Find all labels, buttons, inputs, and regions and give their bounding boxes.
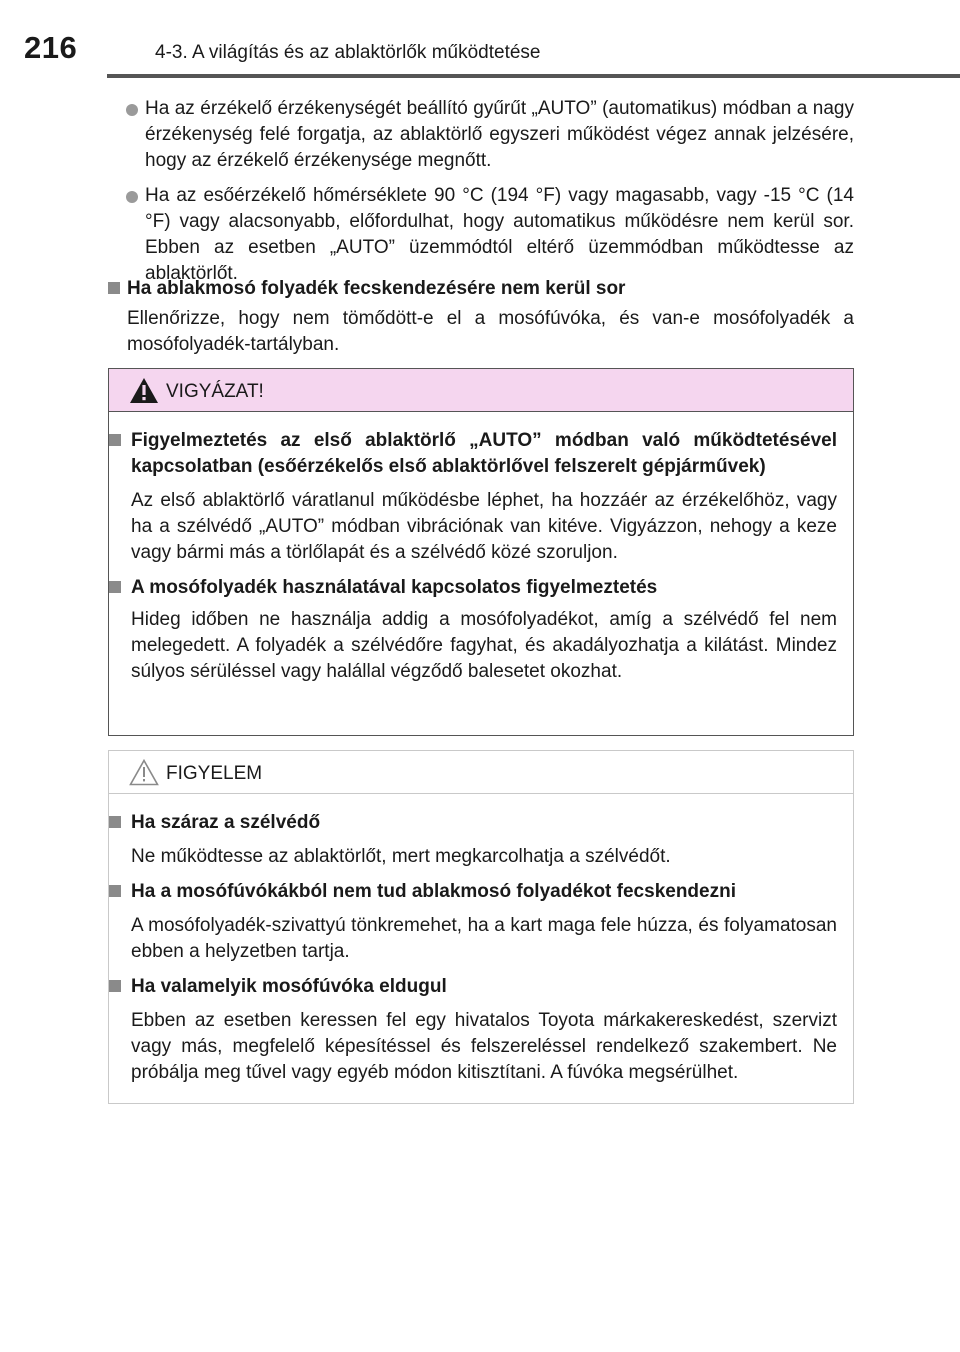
square-bullet-icon	[108, 282, 120, 294]
section-body: Ne működtesse az ablaktörlőt, mert megkarcolhatja a szélvédőt.	[131, 846, 671, 867]
caution-body	[109, 412, 853, 685]
section-body: Ebben az esetben keressen fel egy hivatalos Toyota márkakereskedést, szervizt vagy más, megfelelő képesítéssel és felszereléssel rendelkező szakembert. Ne próbálja meg tűvel vagy egyéb módon kitisztítani. A fúvóka megsérülhet.	[131, 1010, 837, 1083]
section-heading	[109, 810, 837, 836]
section-body: Ellenőrizze, hogy nem tömődött-e el a mosófúvóka, és van-e mosófolyadék a mosófolyadék-tartályban.	[127, 308, 854, 355]
square-bullet-icon	[109, 434, 121, 446]
square-bullet-icon	[109, 885, 121, 897]
section-heading	[109, 575, 837, 601]
notice-body	[109, 794, 853, 1086]
section-heading-text: Ha ablakmosó folyadék fecskendezésére nem kerül sor	[127, 278, 626, 299]
section-heading-text: Figyelmeztetés az első ablaktörlő „AUTO” módban való működtetésével kapcsolatban (esőérzékelős első ablaktörlővel felszerelt gépjárművek)	[131, 430, 837, 477]
bullet-dot-icon	[126, 191, 138, 203]
notice-section	[131, 974, 837, 1086]
caution-header	[109, 369, 853, 412]
section-heading-text: Ha a mosófúvókákból nem tud ablakmosó folyadékot fecskendezni	[131, 881, 736, 902]
notice-box	[108, 750, 854, 1104]
warning-triangle-outline-icon	[129, 759, 159, 786]
notice-section	[131, 879, 837, 965]
section-body: A mosófolyadék-szivattyú tönkremehet, ha a kart maga fele húzza, és folyamatosan ebben a helyzetben tartja.	[131, 915, 837, 962]
caution-box	[108, 368, 854, 736]
notice-label: FIGYELEM	[166, 763, 263, 784]
caution-label: VIGYÁZAT!	[166, 381, 264, 402]
notice-section	[131, 810, 837, 870]
section-heading-text: A mosófolyadék használatával kapcsolatos figyelmeztetés	[131, 577, 658, 598]
page-number: 216	[24, 30, 78, 65]
intro-content	[126, 96, 854, 297]
header-rule	[107, 74, 960, 78]
section-heading-text: Ha valamelyik mosófúvóka eldugul	[131, 976, 447, 997]
square-bullet-icon	[109, 581, 121, 593]
section-body: Hideg időben ne használja addig a mosófolyadékot, amíg a szélvédő fel nem melegedett. A folyadék a szélvédőre fagyhat, és akadályozhatja a kilátást. Mindez súlyos sérüléssel vagy halállal végződő balesetet okozhat.	[131, 609, 837, 682]
bullet-text: Ha az esőérzékelő hőmérséklete 90 °C (194 °F) vagy magasabb, vagy -15 °C (14 °F) vagy alacsonyabb, előfordulhat, hogy automatikus működésre nem kerül sor. Ebben az esetben „AUTO” üzemmódtól eltérő üzemmódban működtesse az ablaktörlőt.	[145, 185, 854, 284]
caution-section	[131, 575, 837, 685]
bullet-item	[126, 183, 854, 287]
square-bullet-icon	[109, 816, 121, 828]
square-bullet-icon	[109, 980, 121, 992]
intro-section	[108, 276, 854, 358]
section-heading	[108, 276, 854, 302]
section-heading	[109, 428, 837, 480]
section-heading-text: Ha száraz a szélvédő	[131, 812, 321, 833]
chapter-title: 4-3. A világítás és az ablaktörlők működtetése	[155, 42, 541, 63]
bullet-item	[126, 96, 854, 174]
section-body: Az első ablaktörlő váratlanul működésbe léphet, ha hozzáér az érzékelőhöz, vagy ha a szélvédő „AUTO” módban vibrációnak van kitéve. Vigyázzon, nehogy a keze vagy bármi más a törlőlapát és a szélvédő közé szoruljon.	[131, 490, 837, 563]
bullet-text: Ha az érzékelő érzékenységét beállító gyűrűt „AUTO” (automatikus) módban a nagy érzékenység felé forgatja, az ablaktörlő egyszeri működést végez annak jelzésére, hogy az érzékelő érzékenysége megnőtt.	[145, 98, 854, 171]
bullet-dot-icon	[126, 104, 138, 116]
section-heading	[109, 974, 837, 1000]
section-heading	[109, 879, 837, 905]
warning-triangle-icon	[129, 377, 159, 404]
caution-section	[131, 428, 837, 566]
notice-header	[109, 751, 853, 794]
